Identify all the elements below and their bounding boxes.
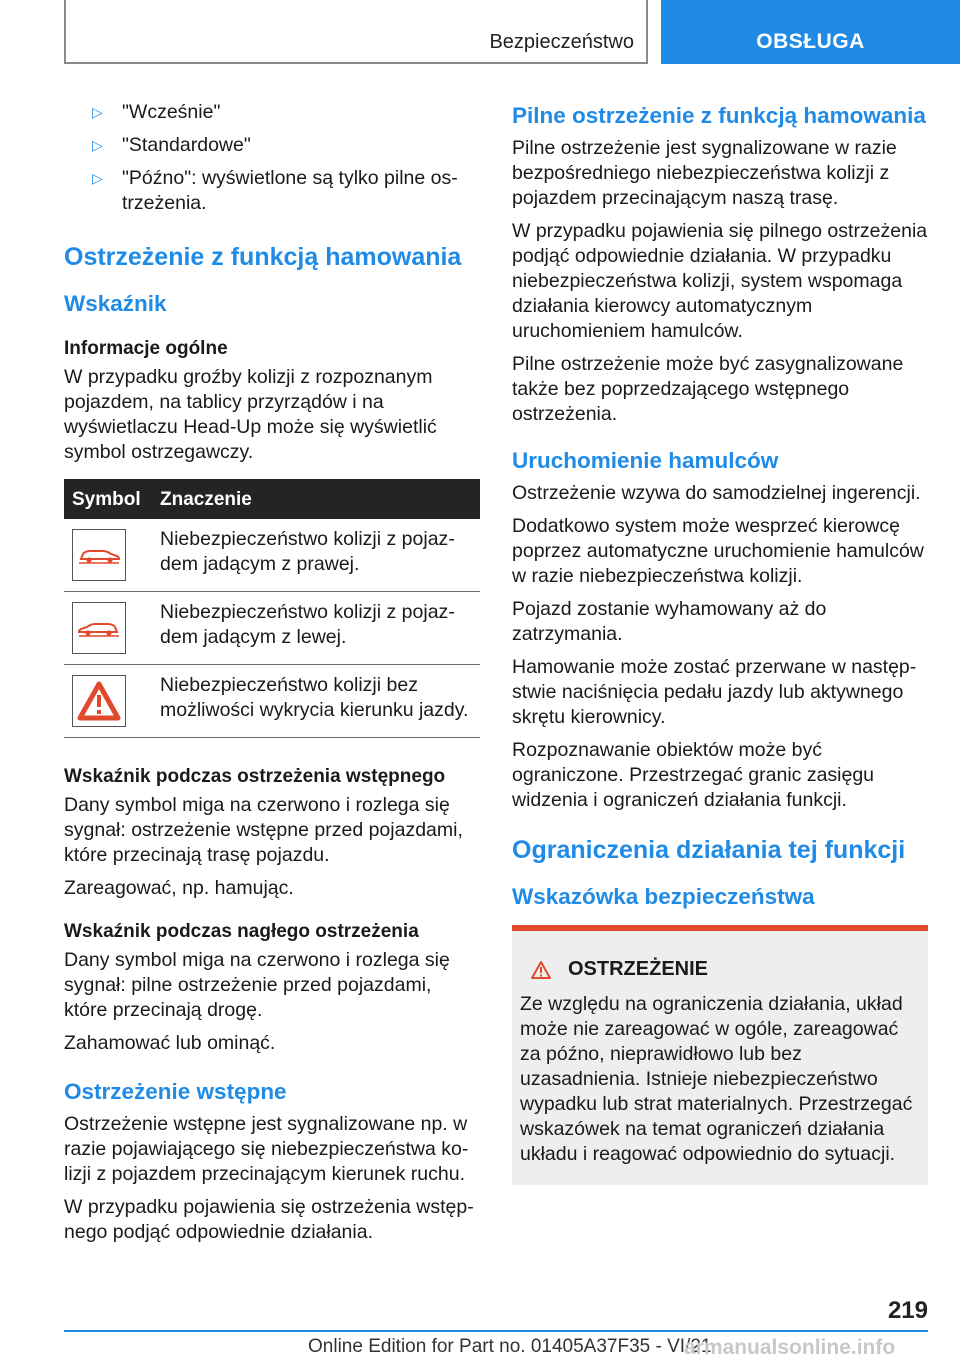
heading-braking-warning: Ostrzeżenie z funkcją hamowania bbox=[64, 243, 462, 271]
section-title: Bezpieczeństwo bbox=[489, 31, 634, 53]
watermark: armanualsonline.info bbox=[684, 1336, 896, 1359]
paragraph: Dany symbol miga na czerwono i rozlega się sygnał: pilne ostrzeżenie przed pojazdami, które przecinają drogę. bbox=[64, 949, 450, 1021]
footer-divider bbox=[64, 1330, 928, 1332]
table-row bbox=[64, 519, 480, 592]
table-cell-meaning: Niebezpieczeństwo kolizji bez możliwości wykrycia kierunku jazdy. bbox=[152, 665, 480, 738]
table-cell-meaning: Niebezpieczeństwo kolizji z pojazdem jadącym z prawej. bbox=[152, 519, 480, 592]
paragraph: Rozpoznawanie obiektów może być ograniczone. Przestrzegać granic zasięgu widzenia i ograniczeń działania funkcji. bbox=[512, 739, 875, 811]
paragraph: Zareagować, np. hamując. bbox=[64, 877, 294, 899]
table-header-symbol: Symbol bbox=[64, 479, 152, 519]
list-item bbox=[64, 133, 480, 158]
paragraph: Pilne ostrzeżenie jest sygnalizowane w razie bezpośredniego niebezpieczeństwa kolizji z pojazdem przecinającym naszą trasę. bbox=[512, 137, 897, 209]
heading-brake-activation: Uruchomienie hamulców bbox=[512, 448, 779, 473]
bullet-triangle-icon: ▷ bbox=[92, 137, 103, 153]
subheading-sudden-warning: Wskaźnik podczas nagłego ostrzeżenia bbox=[64, 921, 419, 942]
right-column bbox=[512, 100, 928, 1185]
paragraph: Pojazd zostanie wyhamowany aż do zatrzymania. bbox=[512, 598, 827, 645]
warning-title bbox=[520, 957, 920, 982]
list-item-text: "Wcześnie" bbox=[122, 101, 221, 123]
paragraph: Ostrzeżenie wstępne jest sygnalizowane np. w razie pojawiającego się niebezpieczeństwa kolizji z pojazdem przecinającym kierunek ruchu. bbox=[64, 1113, 469, 1185]
warning-triangle-icon bbox=[530, 960, 552, 980]
subheading-pre-warning: Wskaźnik podczas ostrzeżenia wstępnego bbox=[64, 766, 446, 787]
warning-box bbox=[512, 925, 928, 1185]
list-item-text: "Późno": wyświetlone są tylko pilne ostrzeżenia. bbox=[122, 167, 458, 214]
list-item-text: "Standardowe" bbox=[122, 134, 251, 156]
subheading-general: Informacje ogólne bbox=[64, 338, 228, 359]
paragraph: Pilne ostrzeżenie może być zasygnalizowane także bez poprzedzającego wstępnego ostrzeżenia. bbox=[512, 353, 904, 425]
heading-urgent-warning: Pilne ostrzeżenie z funkcją hamowania bbox=[512, 103, 926, 128]
edition-label: Online Edition for Part no. 01405A37F35 - VI/21 bbox=[308, 1336, 712, 1357]
list-item bbox=[64, 166, 480, 216]
table-cell-meaning: Niebezpieczeństwo kolizji z pojazdem jadącym z lewej. bbox=[152, 592, 480, 665]
chapter-tab[interactable]: OBSŁUGA bbox=[661, 0, 960, 64]
paragraph: Ostrzeżenie wzywa do samodzielnej ingerencji. bbox=[512, 482, 921, 504]
symbol-table bbox=[64, 479, 480, 738]
heading-function-limits: Ograniczenia działania tej funkcji bbox=[512, 836, 906, 864]
bullet-triangle-icon: ▷ bbox=[92, 170, 103, 186]
car-collision-left-icon bbox=[72, 602, 126, 654]
table-row bbox=[64, 665, 480, 738]
bullet-triangle-icon: ▷ bbox=[92, 104, 103, 120]
paragraph: W przypadku groźby kolizji z rozpoznanym pojazdem, na tablicy przyrządów i na wyświetlaczu Head-Up może się wyświetlić symbol ostrzegawczy. bbox=[64, 366, 437, 463]
heading-safety-note: Wskazówka bezpieczeństwa bbox=[512, 884, 815, 909]
paragraph: Dany symbol miga na czerwono i rozlega się sygnał: ostrzeżenie wstępne przed pojazdami, które przecinają trasę pojazdu. bbox=[64, 794, 463, 866]
heading-prewarning: Ostrzeżenie wstępne bbox=[64, 1079, 287, 1104]
table-row bbox=[64, 592, 480, 665]
left-column bbox=[64, 100, 480, 1253]
paragraph: Dodatkowo system może wesprzeć kierowcę poprzez automatyczne uruchomienie hamulców w razie niebezpieczeństwa kolizji. bbox=[512, 515, 924, 587]
heading-indicator: Wskaźnik bbox=[64, 291, 167, 316]
warning-text: Ze względu na ograniczenia działania, układ może nie zareagować w ogóle, zareagować za późno, nieprawidłowo lub bez uzasadnienia. Istnieje niebezpieczeństwo wypadku lub strat materialnych. Przestrzegać wskazówek na temat ograniczeń działania układu i reagować odpowiednio do sytuacji. bbox=[520, 993, 913, 1165]
paragraph: Zahamować lub ominąć. bbox=[64, 1032, 276, 1054]
car-collision-right-icon bbox=[72, 529, 126, 581]
paragraph: W przypadku pojawienia się ostrzeżenia wstępnego podjąć odpowiednie działania. bbox=[64, 1196, 474, 1243]
paragraph: W przypadku pojawienia się pilnego ostrzeżenia podjąć odpowiednie działania. W przypadku niebezpieczeństwa kolizji, system wspomaga działania kierowcy automatycznym uruchomieniem hamulców. bbox=[512, 220, 928, 342]
page-number: 219 bbox=[887, 1297, 928, 1324]
paragraph: Hamowanie może zostać przerwane w następstwie naciśnięcia pedału jazdy lub aktywnego skrętu kierownicy. bbox=[512, 656, 917, 728]
table-header-meaning: Znaczenie bbox=[152, 479, 480, 519]
warning-triangle-icon bbox=[72, 675, 126, 727]
list-item bbox=[64, 100, 480, 125]
warning-title-text: OSTRZEŻENIE bbox=[568, 958, 709, 980]
